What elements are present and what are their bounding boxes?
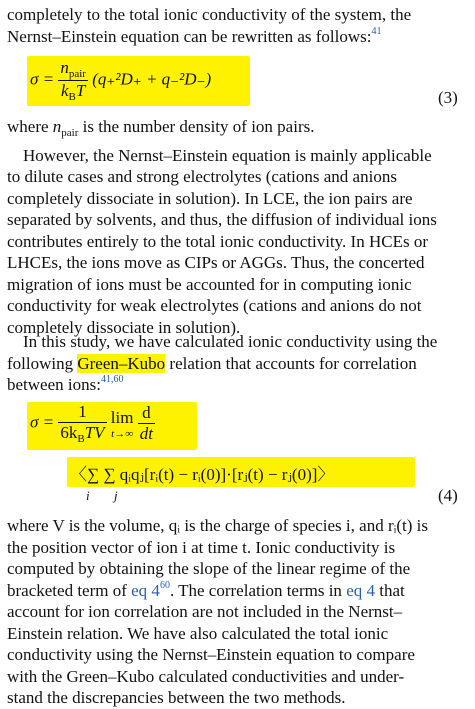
- text-line: Nernst–Einstein equation can be rewritten as follows:$^{41}$: [7, 25, 382, 46]
- text-line: separated by solvents, and thus, the diffusion of individual ions: [7, 210, 437, 229]
- text-line: completely dissociate in solution). In LCE, the ion pairs are: [7, 188, 413, 208]
- index-i: i: [86, 488, 90, 503]
- text-line: contributes entirely to the total ionic conductivity. In HCEs or: [7, 231, 428, 251]
- explanation-paragraph: [7, 515, 469, 709]
- eq-link[interactable]: eq 4: [131, 580, 160, 600]
- method-paragraph: [7, 331, 469, 396]
- text-line: the position vector of ion i at time t. Ionic conductivity is: [7, 537, 396, 557]
- text-line: account for ion correlation are not included in the Nernst–: [7, 602, 403, 621]
- text-line: between ions:$^{41,60}$: [7, 374, 124, 394]
- text-line: conductivity using the Nernst–Einstein equation to compare: [7, 645, 415, 664]
- text-line: following Green–Kubo relation that accounts for correlation: [7, 353, 417, 373]
- citation-ref[interactable]: 41,60: [100, 374, 124, 385]
- eq3-fraction: $\frac{n_{pair}}{k_BT}$: [60, 58, 86, 103]
- text-line: In this study, we have calculated ionic conductivity using the: [23, 332, 438, 351]
- text-line: Einstein relation. We have also calculated the total ionic: [7, 623, 389, 643]
- text-line: completely dissociate in solution).: [7, 317, 241, 337]
- body-paragraph: [7, 116, 469, 338]
- citation-ref[interactable]: 41: [371, 25, 382, 37]
- text-line: where $n_{pair}$ is the number density of ion pairs.: [7, 117, 315, 139]
- highlighted-term: Green–Kubo: [77, 353, 166, 373]
- text-line: to dilute cases and strong electrolytes (cations and anions: [7, 167, 397, 186]
- equation-4-line1: σ = $\frac{1}{6k_BTV}$ lim t→∞ $\frac{d}{dt}$: [30, 402, 153, 445]
- citation-ref[interactable]: 60: [159, 579, 170, 591]
- eq3-body: (q₊²D₊ + q₋²D₋): [92, 69, 212, 89]
- equation-3: σ = $\frac{n_{pair}}{k_BT}$ (q₊²D₊ + q₋²D₋): [30, 58, 212, 103]
- equation-number: (4): [438, 486, 458, 505]
- text-line: LHCEs, the ions move as CIPs or AGGs. Thus, the concerted: [7, 253, 425, 272]
- text-line: computed by obtaining the slope of the linear regime of the: [7, 559, 411, 578]
- text-line: conductivity for weak electrolytes (cations and anions do not: [7, 296, 422, 315]
- text-line: bracketed term of eq 4$^{60}$. The correlation terms in eq 4 that: [7, 579, 405, 600]
- text-line: where V is the volume, qᵢ is the charge of species i, and rᵢ(t) is: [7, 516, 429, 535]
- equation-number: (3): [438, 88, 458, 107]
- text-line: However, the Nernst–Einstein equation is mainly applicable: [23, 145, 432, 165]
- intro-paragraph: [7, 4, 469, 47]
- text-line: migration of ions must be accounted for in computing ionic: [7, 274, 412, 294]
- eq-link[interactable]: eq 4: [346, 580, 375, 600]
- equation-4-line2: 〈∑ ∑ qᵢqⱼ[rᵢ(t) − rᵢ(0)]·[rⱼ(t) − rⱼ(0)]〉: [70, 465, 335, 484]
- text-line: with the Green–Kubo calculated conductivities and under-: [7, 666, 405, 686]
- index-j: j: [114, 488, 118, 503]
- text-line: completely to the total ionic conductivity of the system, the: [7, 5, 412, 24]
- text-line: stand the discrepancies between the two methods.: [7, 688, 346, 707]
